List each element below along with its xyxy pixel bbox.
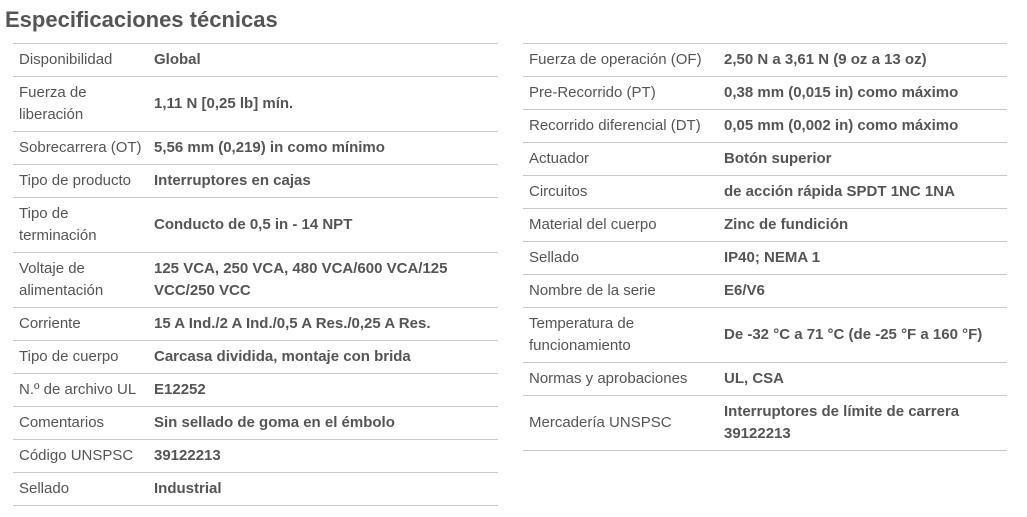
spec-value: IP40; NEMA 1 bbox=[724, 249, 821, 266]
spec-value: Interruptores de límite de carrera 39122213 bbox=[724, 403, 960, 442]
spec-label: N.º de archivo UL bbox=[19, 381, 137, 398]
spec-value: Industrial bbox=[154, 480, 222, 497]
spec-value: 2,50 N a 3,61 N (9 oz a 13 oz) bbox=[724, 51, 927, 68]
spec-row bbox=[523, 275, 1007, 308]
spec-table-right bbox=[523, 43, 1007, 451]
spec-label: Sellado bbox=[529, 249, 580, 266]
spec-row bbox=[523, 176, 1007, 209]
spec-value: 15 A Ind./2 A Ind./0,5 A Res./0,25 A Res. bbox=[154, 315, 431, 332]
spec-value: Botón superior bbox=[724, 150, 832, 167]
spec-label: Temperatura de funcionamiento bbox=[529, 315, 635, 354]
spec-value: Carcasa dividida, montaje con brida bbox=[154, 348, 411, 365]
spec-value: Global bbox=[154, 51, 201, 68]
spec-row bbox=[523, 44, 1007, 77]
spec-value: 0,38 mm (0,015 in) como máximo bbox=[724, 84, 959, 101]
spec-value: de acción rápida SPDT 1NC 1NA bbox=[724, 183, 955, 200]
spec-row bbox=[13, 374, 498, 407]
spec-row bbox=[523, 396, 1007, 451]
spec-value: Conducto de 0,5 in - 14 NPT bbox=[154, 216, 353, 233]
spec-row bbox=[523, 209, 1007, 242]
spec-value: 5,56 mm (0,219) in como mínimo bbox=[154, 139, 385, 156]
spec-label: Mercadería UNSPSC bbox=[529, 414, 672, 431]
spec-row bbox=[13, 308, 498, 341]
spec-label: Tipo de producto bbox=[19, 172, 132, 189]
spec-label: Corriente bbox=[19, 315, 81, 332]
spec-label: Recorrido diferencial (DT) bbox=[529, 117, 701, 134]
spec-row bbox=[13, 341, 498, 374]
spec-label: Nombre de la serie bbox=[529, 282, 656, 299]
spec-row bbox=[523, 110, 1007, 143]
spec-value: 125 VCA, 250 VCA, 480 VCA/600 VCA/125 VCC/250 VCC bbox=[154, 260, 448, 299]
page-title: Especificaciones técnicas bbox=[5, 7, 278, 32]
spec-row bbox=[523, 77, 1007, 110]
spec-label: Fuerza de operación (OF) bbox=[529, 51, 702, 68]
spec-label: Comentarios bbox=[19, 414, 105, 431]
spec-row bbox=[523, 143, 1007, 176]
spec-row bbox=[13, 44, 498, 77]
spec-label: Código UNSPSC bbox=[19, 447, 134, 464]
spec-value: Zinc de fundición bbox=[724, 216, 849, 233]
spec-row bbox=[13, 407, 498, 440]
spec-label: Actuador bbox=[529, 150, 590, 167]
spec-row bbox=[13, 440, 498, 473]
spec-row bbox=[523, 242, 1007, 275]
spec-label: Voltaje de alimentación bbox=[19, 260, 104, 299]
spec-value: De -32 °C a 71 °C (de -25 °F a 160 °F) bbox=[724, 326, 983, 343]
spec-label: Sobrecarrera (OT) bbox=[19, 139, 142, 156]
spec-row bbox=[523, 363, 1007, 396]
spec-label: Disponibilidad bbox=[19, 51, 113, 68]
spec-label: Pre-Recorrido (PT) bbox=[529, 84, 656, 101]
spec-value: 39122213 bbox=[154, 447, 221, 464]
spec-row bbox=[13, 132, 498, 165]
spec-row bbox=[13, 77, 498, 132]
spec-value: Sin sellado de goma en el émbolo bbox=[154, 414, 395, 431]
spec-row bbox=[13, 473, 498, 506]
spec-value: UL, CSA bbox=[724, 370, 784, 387]
spec-value: 0,05 mm (0,002 in) como máximo bbox=[724, 117, 959, 134]
spec-label: Material del cuerpo bbox=[529, 216, 657, 233]
spec-label: Normas y aprobaciones bbox=[529, 370, 688, 387]
spec-row bbox=[13, 198, 498, 253]
spec-value: Interruptores en cajas bbox=[154, 172, 311, 189]
spec-label: Tipo de terminación bbox=[19, 205, 97, 244]
spec-row bbox=[13, 165, 498, 198]
spec-label: Sellado bbox=[19, 480, 70, 497]
spec-label: Fuerza de liberación bbox=[19, 84, 87, 123]
spec-table-left bbox=[13, 43, 498, 506]
spec-row bbox=[13, 253, 498, 308]
spec-value: E12252 bbox=[154, 381, 206, 398]
spec-label: Circuitos bbox=[529, 183, 588, 200]
spec-label: Tipo de cuerpo bbox=[19, 348, 119, 365]
spec-row bbox=[523, 308, 1007, 363]
spec-value: E6/V6 bbox=[724, 282, 765, 299]
spec-value: 1,11 N [0,25 lb] mín. bbox=[154, 95, 294, 112]
